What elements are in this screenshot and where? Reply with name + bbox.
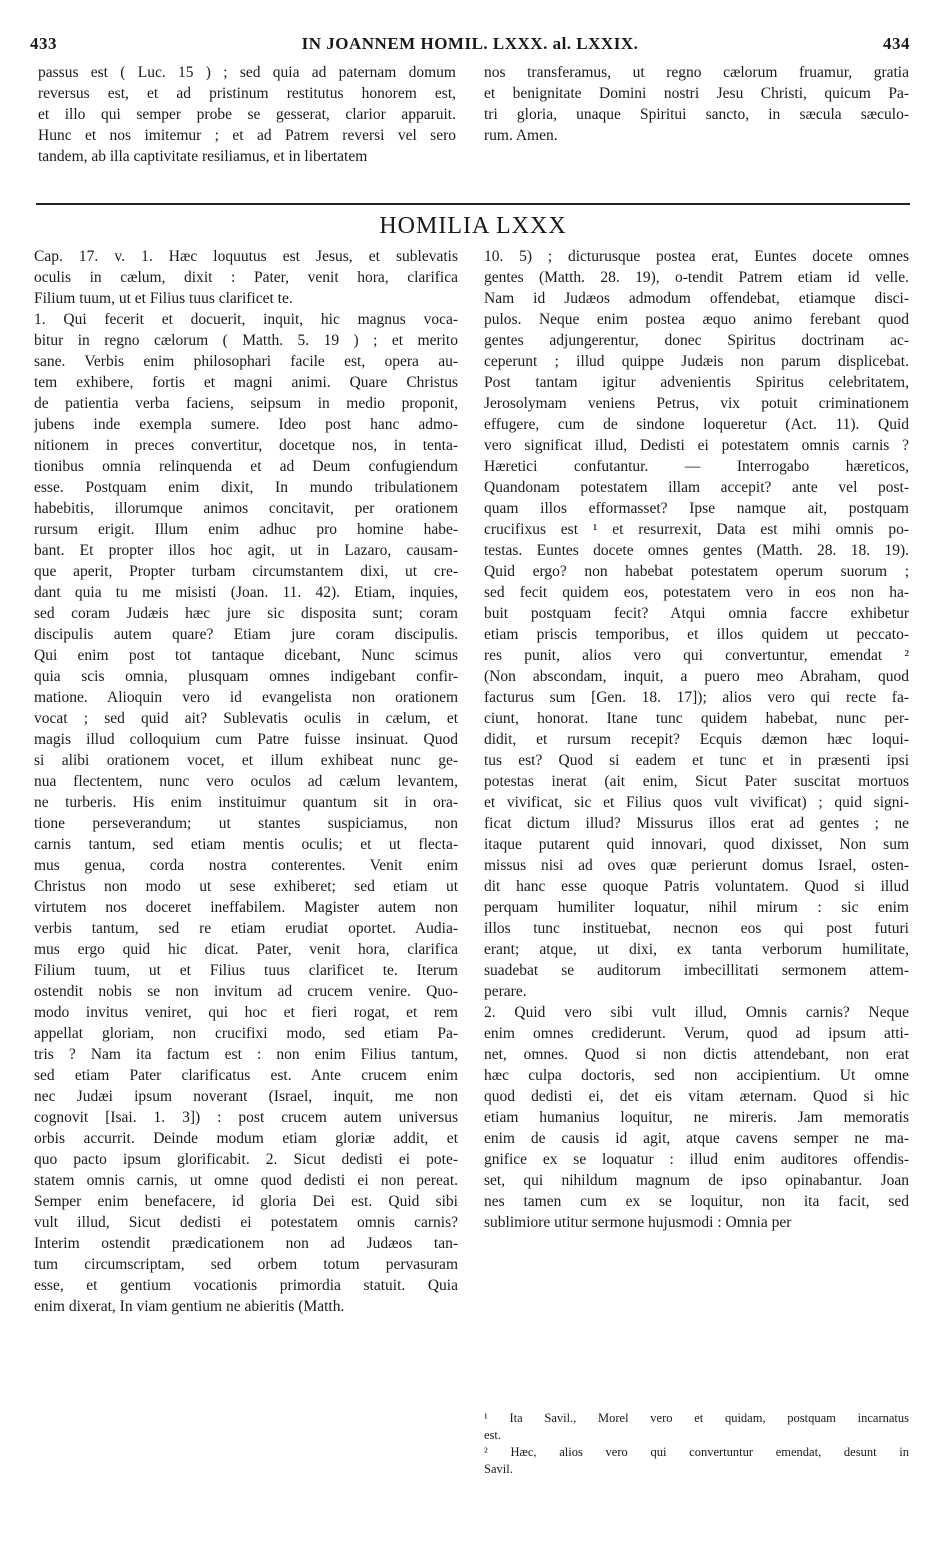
text-line: habebitis, illorumque animos concitavit, per orationem xyxy=(34,500,458,517)
text-line: gentes (Matth. 28. 19), o-tendit Patrem etiam id velle. xyxy=(484,269,909,286)
text-line: de patientia verba faciens, seipsum in medio proponit, xyxy=(34,395,458,412)
text-line: bant. Et propter illos hoc agit, ut in Lazaro, causam- xyxy=(34,542,458,559)
text-line: si alibi orationem vocet, et illum exhibeat nunc ge- xyxy=(34,752,458,769)
text-line: ¹ Ita Savil., Morel vero et quidam, postquam incarnatus xyxy=(484,1411,909,1425)
text-line: ficat dictum illud? Missurus illos erat ad gentes ; ne xyxy=(484,815,909,832)
text-line: cognovit [Isai. 1. 3]) : post crucem autem universus xyxy=(34,1109,458,1126)
text-line: vero significat illud, Dedisti ei potestatem omnis carnis ? xyxy=(484,437,909,454)
text-line: verbis tantum, sed re etiam erudiat oportet. Audia- xyxy=(34,920,458,937)
text-line: orbis accurrit. Deinde modum etiam gloriæ addit, et xyxy=(34,1130,458,1147)
text-line: gentes adjungerentur, donec Spiritus doctrinam ac- xyxy=(484,332,909,349)
running-header xyxy=(30,34,910,58)
text-line: 1. Qui fecerit et docuerit, inquit, hic magnus voca- xyxy=(34,311,458,328)
text-line: Cap. 17. v. 1. Hæc loquutus est Jesus, et sublevatis xyxy=(34,248,458,265)
text-line: nitionem in preces convertitur, docetque nos, in tenta- xyxy=(34,437,458,454)
text-line: erant; atque, ut dixi, ex tanta verborum humilitate, xyxy=(484,941,909,958)
text-line: appellat gloriam, non crucifixi modo, sed etiam Pa- xyxy=(34,1025,458,1042)
text-line: et illo qui semper probe se gesserat, clarior apparuit. xyxy=(38,106,456,123)
text-line: perare. xyxy=(484,983,527,1000)
text-line: sublimiore utitur sermone hujusmodi : Omnia per xyxy=(484,1214,792,1231)
text-line: Jerosolymam veniens Petrus, vix potuit criminationem xyxy=(484,395,909,412)
text-line: facturus sum [Gen. 18. 17]); alios vero qui recte fa- xyxy=(484,689,909,706)
text-line: Quid ergo? non habebat potestatem operum suorum ; xyxy=(484,563,909,580)
text-line: matione. Alioquin vero id evangelista non orationem xyxy=(34,689,458,706)
text-line: ceperunt ; illud quippe Judæis non parum displicebat. xyxy=(484,353,909,370)
text-line: effugere, cum de sindone loqueretur (Act. 11). Quid xyxy=(484,416,909,433)
text-line: tum circumscriptam, sed orbem totum pervasuram xyxy=(34,1256,458,1273)
text-line: testas. Euntes docete omnes gentes (Matth. 28. 18. 19). xyxy=(484,542,909,559)
text-line: itaque putarent quid innovari, quod dixisset, Non sum xyxy=(484,836,909,853)
text-line: reversus est, et ad pristinum restitutus honorem est, xyxy=(38,85,456,102)
top-left-column xyxy=(38,62,456,167)
text-line: ciunt, honorat. Itane tunc quidem habebat, nunc per- xyxy=(484,710,909,727)
text-line: hæc culpa doctoris, sed non accipientium. Ut omne xyxy=(484,1067,909,1084)
text-line: sed coram Judæis hæc jure sic disposita sunt; coram xyxy=(34,605,458,622)
text-line: bitur in regno cælorum ( Matth. 5. 19 ) ; et merito xyxy=(34,332,458,349)
text-line: quam illos efformasset? Ipse namque ait, postquam xyxy=(484,500,909,517)
text-line: 2. Quid vero sibi vult illud, Omnis carnis? Neque xyxy=(484,1004,909,1021)
text-line: sed etiam Pater clarificatus est. Ante crucem enim xyxy=(34,1067,458,1084)
text-line: jubens inde exempla sumere. Ideo post hanc admo- xyxy=(34,416,458,433)
text-line: que aperit, Propter turbam circumstantem dixi, ut cre- xyxy=(34,563,458,580)
text-line: etiam priscis temporibus, et illos quidem ut peccato- xyxy=(484,626,909,643)
text-line: didit, et rursum recepit? Ecquis dæmon hæc loqui- xyxy=(484,731,909,748)
running-title: IN JOANNEM HOMIL. LXXX. al. LXXIX. xyxy=(301,34,639,53)
text-line: tus est? Quod si eadem et tunc et in præsenti ipsi xyxy=(484,752,909,769)
text-line: virtutem nos doceret ineffabilem. Magister autem non xyxy=(34,899,458,916)
text-line: rursum erigit. Illum enim adhuc pro homine habe- xyxy=(34,521,458,538)
text-line: Post tantam igitur advenientis Spiritus celebritatem, xyxy=(484,374,909,391)
text-line: quo pacto ipsum glorificabit. 2. Sicut dedisti ei pote- xyxy=(34,1151,458,1168)
text-line: Qui enim post tot tantaque dicebant, Nunc scimus xyxy=(34,647,458,664)
text-line: sed fecit quidem eos, potestatem vero in eos non ha- xyxy=(484,584,909,601)
homily-title: HOMILIA LXXX xyxy=(379,213,567,239)
text-line: dant quia tu me misisti (Joan. 11. 42). Etiam, inquies, xyxy=(34,584,458,601)
text-line: (Non abscondam, inquit, a puero meo Abraham, quod xyxy=(484,668,909,685)
text-line: quia scis omnia, plusquam omnes indigebant confir- xyxy=(34,668,458,685)
text-line: enim omnes crediderunt. Verum, quod ad ipsum atti- xyxy=(484,1025,909,1042)
text-line: net, omnes. Quod si non dictis attendebant, non erat xyxy=(484,1046,909,1063)
text-line: tem exhibere, fortis et magni animi. Quare Christus xyxy=(34,374,458,391)
text-line: ostendit nobis se non invitum ad crucem venire. Quo- xyxy=(34,983,458,1000)
text-line: Savil. xyxy=(484,1462,513,1476)
text-line: Hunc et nos imitemur ; et ad Patrem reversi vel sero xyxy=(38,127,456,144)
text-line: ne turberis. His enim instituimur quantum sit in ora- xyxy=(34,794,458,811)
text-line: dit hanc esse quoque Patris voluntatem. Quod si illud xyxy=(484,878,909,895)
text-line: Hæretici confutantur. — Interrogabo hæreticos, xyxy=(484,458,909,475)
text-line: sane. Verbis enim philosophari facile est, opera au- xyxy=(34,353,458,370)
text-line: 10. 5) ; dicturusque postea erat, Euntes docete omnes xyxy=(484,248,909,265)
text-line: pulos. Neque enim postea æquo animo ferebant quod xyxy=(484,311,909,328)
text-line: et benignitate Domini nostri Jesu Christi, quicum Pa- xyxy=(484,85,909,102)
text-line: est. xyxy=(484,1428,502,1442)
text-line: suadebat se auditorum imbecillitati sermonem attem- xyxy=(484,962,909,979)
text-line: tris ? Nam ita factum est : non enim Filius tantum, xyxy=(34,1046,458,1063)
text-line: tionibus omnia relinquenda et ad Deum confugiendum xyxy=(34,458,458,475)
text-line: Christus non modo ut sese exhiberet; sed etiam ut xyxy=(34,878,458,895)
page-number-right: 434 xyxy=(883,34,910,53)
text-line: Semper enim benefacere, id gloria Dei est. Quid sibi xyxy=(34,1193,458,1210)
text-line: res punit, alios vero qui convertuntur, emendat ² xyxy=(484,647,909,664)
text-line: esse, et gentium vocationis primordia statuit. Quia xyxy=(34,1277,458,1294)
text-line: set, qui nihildum magnum de ipso opinabantur. Joan xyxy=(484,1172,909,1189)
text-line: magis illud colloquium cum Patre fuisse insinuat. Quod xyxy=(34,731,458,748)
text-line: etiam humanius loquitur, ne mireris. Jam memoratis xyxy=(484,1109,909,1126)
text-line: enim dixerat, In viam gentium ne abieritis (Matth. xyxy=(34,1298,345,1315)
text-line: nos transferamus, ut regno cælorum fruamur, gratia xyxy=(484,64,909,81)
text-line: nec Judæi ipsum noverant (Israel, inquit, me non xyxy=(34,1088,458,1105)
text-line: crucifixus est ¹ et resurrexit, Data est mihi omnis po- xyxy=(484,521,909,538)
text-line: Interim ostendit prædicationem non ad Judæos tan- xyxy=(34,1235,458,1252)
text-line: gnifice ex se loquatur : illud enim auditores offendis- xyxy=(484,1151,909,1168)
text-line: Filium tuum, ut et Filius tuus clarificet te. xyxy=(34,290,293,307)
text-line: modo invitus veniret, qui hoc et fieri rogat, et rem xyxy=(34,1004,458,1021)
footnotes xyxy=(484,1410,909,1478)
left-column xyxy=(34,246,458,1317)
text-line: nes tamen cum ex se loquitur, non ita facit, sed xyxy=(484,1193,909,1210)
text-line: passus est ( Luc. 15 ) ; sed quia ad paternam domum xyxy=(38,64,456,81)
text-line: tri gloria, unaque Spiritui sancto, in sæcula sæculo- xyxy=(484,106,909,123)
text-line: mus genua, corda nostra conterentes. Venit enim xyxy=(34,857,458,874)
text-line: rum. Amen. xyxy=(484,127,558,144)
text-line: et vivificat, sic et Filius quos vult vivificat) ; quid signi- xyxy=(484,794,909,811)
section-divider xyxy=(36,203,910,205)
text-line: ² Hæc, alios vero qui convertuntur emendat, desunt in xyxy=(484,1445,909,1459)
text-line: perquam humiliter loquatur, nihil mirum : sic enim xyxy=(484,899,909,916)
top-right-column xyxy=(484,62,909,146)
text-line: illos tunc instituebat, necnon eos qui post futuri xyxy=(484,920,909,937)
right-column xyxy=(484,246,909,1233)
text-line: vult illud, Sicut dedisti ei potestatem omnis carnis? xyxy=(34,1214,458,1231)
text-line: mus ergo quid hic dicat. Pater, venit hora, clarifica xyxy=(34,941,458,958)
text-line: oculis in cælum, dixit : Pater, venit hora, clarifica xyxy=(34,269,458,286)
text-line: esse. Postquam enim dixit, In mundo tribulationem xyxy=(34,479,458,496)
text-line: tione perseverandum; ut stantes suspiciamus, non xyxy=(34,815,458,832)
text-line: quod dedisti ei, det eis vitam æternam. Quod si hic xyxy=(484,1088,909,1105)
text-line: vocat ; sed quid ait? Sublevatis oculis in cælum, et xyxy=(34,710,458,727)
text-line: discipulis autem quare? Etiam jure coram discipulis. xyxy=(34,626,458,643)
text-line: Filium tuum, ut et Filius tuus clarificet te. Iterum xyxy=(34,962,458,979)
text-line: buit postquam fecit? Atqui omnia faccre exhibetur xyxy=(484,605,909,622)
text-line: statem omnis carnis, ut omne quod dedisti ei non pereat. xyxy=(34,1172,458,1189)
page-number-left: 433 xyxy=(30,34,57,53)
text-line: Quandonam potestatem illam accepit? ante vel post- xyxy=(484,479,909,496)
text-line: potestas inerat (ait enim, Sicut Pater suscitat mortuos xyxy=(484,773,909,790)
text-line: missus nisi ad oves quæ perierunt domus Israel, osten- xyxy=(484,857,909,874)
text-line: nua flectentem, nunc vero oculos ad cælum levantem, xyxy=(34,773,458,790)
text-line: carnis tantum, sed etiam mentis oculis; et ut flecta- xyxy=(34,836,458,853)
text-line: Nam id Judæos admodum offendebat, etiamque disci- xyxy=(484,290,909,307)
text-line: enim de causis id agit, atque cavens semper ne ma- xyxy=(484,1130,909,1147)
text-line: tandem, ab illa captivitate resiliamus, et in libertatem xyxy=(38,148,368,165)
